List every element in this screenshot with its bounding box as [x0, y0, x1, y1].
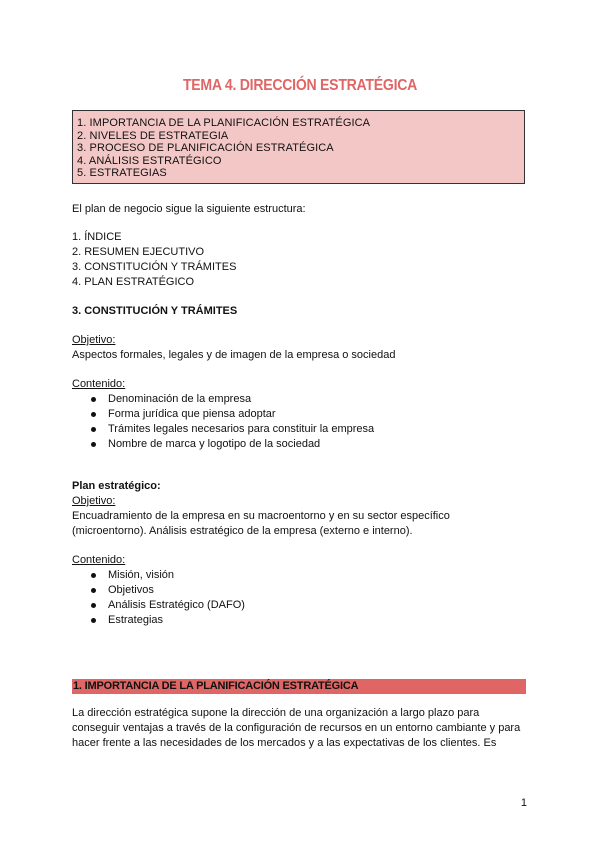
plan-structure-list	[72, 230, 532, 290]
section1-paragraph	[72, 706, 532, 751]
plan-estrategico-content	[72, 553, 532, 628]
objective-text-line: (microentorno). Análisis estratégico de la empresa (externo e interno).	[72, 525, 413, 537]
content-label: Contenido:	[72, 554, 126, 566]
list-item: Estrategias	[72, 613, 532, 628]
content-label: Contenido:	[72, 378, 126, 390]
constitucion-content	[72, 377, 532, 452]
paragraph-line: conseguir ventajas a través de la configuración de recursos en un entorno cambiante y para	[72, 722, 521, 734]
toc-item: 3. PROCESO DE PLANIFICACIÓN ESTRATÉGICA	[77, 142, 334, 155]
toc-item: 4. ANÁLISIS ESTRATÉGICO	[77, 154, 222, 167]
constitucion-heading: 3. CONSTITUCIÓN Y TRÁMITES	[72, 305, 238, 317]
section-heading-bar: 1. IMPORTANCIA DE LA PLANIFICACIÓN ESTRATÉGICA	[72, 679, 526, 694]
plan-structure-item: 2. RESUMEN EJECUTIVO	[72, 246, 205, 258]
plan-structure-item: 4. PLAN ESTRATÉGICO	[72, 276, 195, 288]
table-of-contents	[72, 110, 525, 184]
intro-paragraph	[72, 202, 532, 217]
constitucion-objective	[72, 333, 532, 363]
toc-item: 1. IMPORTANCIA DE LA PLANIFICACIÓN ESTRATÉGICA	[77, 117, 371, 129]
objective-label: Objetivo:	[72, 334, 116, 346]
plan-estrategico-section	[72, 479, 532, 539]
constitucion-content-list	[72, 392, 532, 452]
toc-item: 5. ESTRATEGIAS	[77, 167, 167, 180]
page-number: 1	[520, 797, 527, 809]
list-item: Nombre de marca y logotipo de la sociedad	[72, 437, 532, 452]
list-item: Forma jurídica que piensa adoptar	[72, 407, 532, 422]
list-item: Objetivos	[72, 583, 532, 598]
intro-text: El plan de negocio sigue la siguiente estructura:	[72, 203, 306, 215]
toc-item: 2. NIVELES DE ESTRATEGIA	[77, 129, 229, 142]
plan-structure-item: 3. CONSTITUCIÓN Y TRÁMITES	[72, 261, 237, 273]
paragraph-line: hacer frente a las necesidades de los mercados y a las expectativas de los clientes. Es	[72, 737, 497, 749]
plan-structure-item: 1. ÍNDICE	[72, 231, 122, 243]
document-title: TEMA 4. DIRECCIÓN ESTRATÉGICA	[182, 77, 418, 94]
list-item: Denominación de la empresa	[72, 392, 532, 407]
list-item: Trámites legales necesarios para constituir la empresa	[72, 422, 532, 437]
objective-text: Aspectos formales, legales y de imagen de la empresa o sociedad	[72, 349, 396, 361]
plan-estrategico-heading: Plan estratégico:	[72, 480, 161, 492]
list-item: Análisis Estratégico (DAFO)	[72, 598, 532, 613]
objective-label: Objetivo:	[72, 495, 116, 507]
list-item: Misión, visión	[72, 568, 532, 583]
paragraph-line: La dirección estratégica supone la dirección de una organización a largo plazo para	[72, 707, 480, 719]
objective-text-line: Encuadramiento de la empresa en su macroentorno y en su sector específico	[72, 510, 450, 522]
plan-estrategico-content-list	[72, 568, 532, 628]
